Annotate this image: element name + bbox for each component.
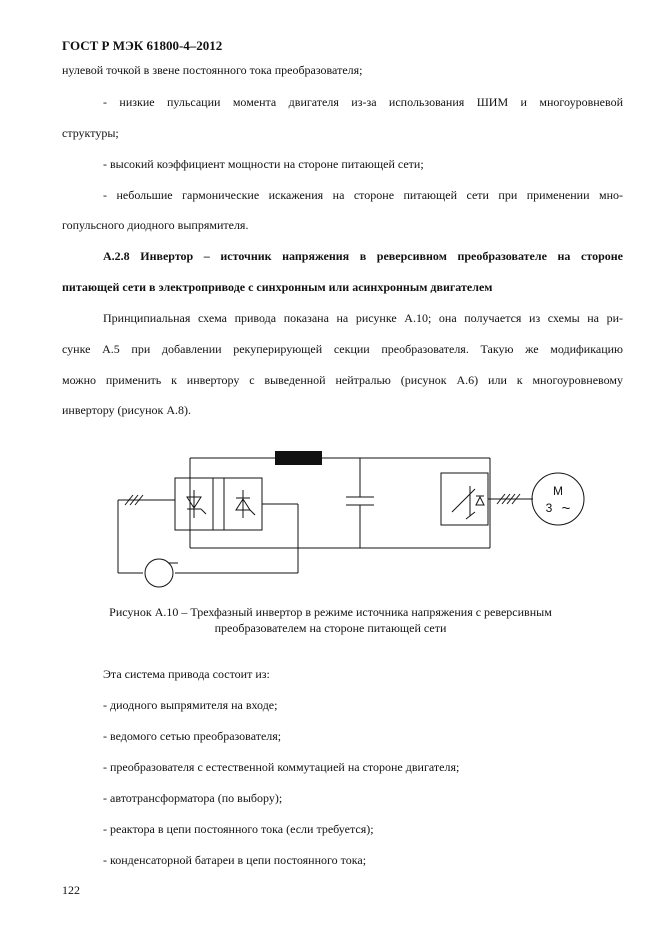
body-line: структуры; xyxy=(62,126,119,140)
list-item: - преобразователя с естественной коммутацией на стороне двигателя; xyxy=(103,760,460,774)
document-header: ГОСТ Р МЭК 61800-4–2012 xyxy=(62,38,223,53)
body-line: - небольшие гармонические искажения на стороне питающей сети при применении мно- xyxy=(103,188,623,202)
figure-caption: Рисунок А.10 – Трехфазный инвертор в режиме источника напряжения с реверсивным xyxy=(109,605,552,619)
ac-symbol: ~ xyxy=(561,500,571,517)
body-line: сунке А.5 при добавлении рекуперирующей секции преобразователя. Такую же модификацию xyxy=(62,342,623,356)
motor-phase: 3 xyxy=(545,501,553,515)
body-line: инвертору (рисунок А.8). xyxy=(62,403,192,417)
motor-label: M xyxy=(553,484,563,498)
section-heading: А.2.8 Инвертор – источник напряжения в реверсивном преобразователе на стороне xyxy=(103,249,623,263)
dc-reactor-icon xyxy=(275,451,322,465)
section-heading: питающей сети в электроприводе с синхронным или асинхронным двигателем xyxy=(62,280,493,294)
body-line: нулевой точкой в звене постоянного тока преобразователя; xyxy=(62,63,363,77)
page-number: 122 xyxy=(62,883,80,897)
body-line: - низкие пульсации момента двигателя из-за использования ШИМ и многоуровневой xyxy=(103,95,623,109)
body-line: Принципиальная схема привода показана на рисунке А.10; она получается из схемы на ри- xyxy=(103,311,623,325)
list-item: - ведомого сетью преобразователя; xyxy=(103,729,282,743)
body-line: - высокий коэффициент мощности на стороне питающей сети; xyxy=(103,157,424,171)
switch-icon xyxy=(452,486,484,519)
body-line: можно применить к инвертору с выведенной нейтралью (рисунок А.6) или к многоуровневому xyxy=(62,373,623,387)
list-intro: Эта система привода состоит из: xyxy=(103,667,270,681)
list-item: - диодного выпрямителя на входе; xyxy=(103,698,278,712)
list-item: - конденсаторной батареи в цепи постоянного тока; xyxy=(103,853,367,867)
list-item: - реактора в цепи постоянного тока (если требуется); xyxy=(103,822,374,836)
motor-icon xyxy=(532,473,584,525)
thyristor-icon xyxy=(236,490,255,518)
figure-caption: преобразователем на стороне питающей сети xyxy=(214,621,447,635)
body-line: гопульсного диодного выпрямителя. xyxy=(62,218,249,232)
list-item: - автотрансформатора (по выбору); xyxy=(103,791,283,805)
